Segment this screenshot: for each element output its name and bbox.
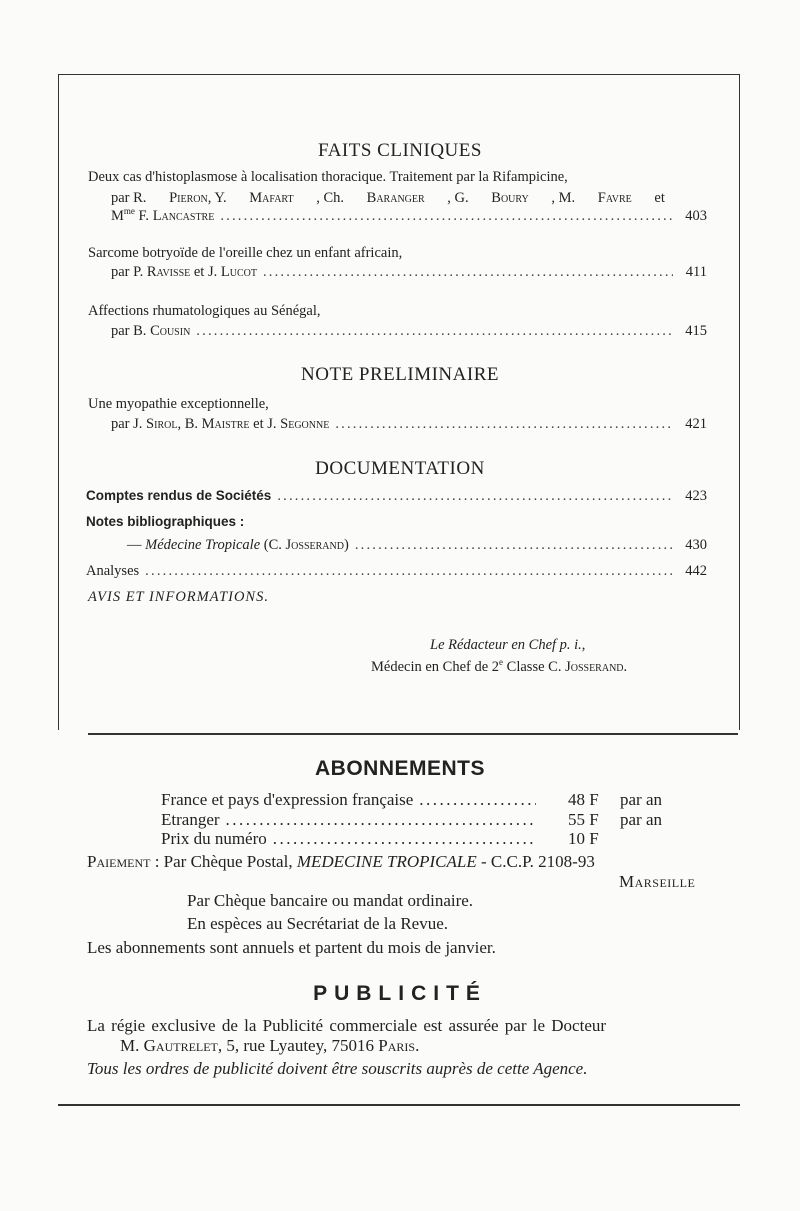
entry-myopathie-row bbox=[111, 416, 707, 433]
leader-dots bbox=[145, 563, 673, 580]
par-text: par R. bbox=[111, 190, 147, 206]
entry-histoplasmose-authors bbox=[111, 190, 665, 207]
tarif-label: Etranger bbox=[161, 810, 220, 829]
tarif-label: Prix du numéro bbox=[161, 829, 267, 848]
author: Favre bbox=[597, 190, 632, 206]
author-sep: , M. bbox=[551, 190, 576, 206]
notes-bibliographiques-label: Notes bibliographiques : bbox=[86, 514, 245, 529]
entry-sarcome-title: Sarcome botryoïde de l'oreille chez un enfant africain, bbox=[88, 245, 403, 261]
entry-analyses-row bbox=[86, 563, 707, 580]
tarif-unit: par an bbox=[620, 810, 663, 829]
comptes-label: Comptes rendus de Sociétés bbox=[86, 488, 272, 503]
paiement-label: Paiement bbox=[87, 852, 151, 871]
tarif-price: 48 F bbox=[568, 790, 599, 809]
entry-histoplasmose-title: Deux cas d'histoplasmose à localisation thoracique. Traitement par la Rifampicine, bbox=[88, 169, 568, 185]
signature-name: Médecin en Chef de 2e Classe C. Josserand. bbox=[371, 657, 628, 675]
leader-dots bbox=[226, 810, 536, 830]
leader-dots bbox=[273, 829, 536, 849]
page-number: 423 bbox=[685, 488, 707, 504]
especes-line: En espèces au Secrétariat de la Revue. bbox=[187, 914, 449, 933]
top-rule bbox=[58, 74, 740, 75]
leader-dots bbox=[419, 790, 536, 810]
avis-informations: AVIS ET INFORMATIONS. bbox=[88, 589, 269, 605]
entry-sarcome-row bbox=[111, 264, 707, 281]
page-number: 403 bbox=[685, 207, 707, 224]
entry-affections-title: Affections rhumatologiques au Sénégal, bbox=[88, 303, 321, 319]
author-sep: , G. bbox=[447, 190, 469, 206]
page-number: 415 bbox=[685, 323, 707, 339]
paiement-line: Paiement : Par Chèque Postal, MEDECINE TROPICALE - C.C.P. 2108-93 bbox=[87, 852, 595, 871]
page-number: 442 bbox=[685, 563, 707, 579]
analyses-label: Analyses bbox=[86, 563, 140, 579]
entry-affections-row bbox=[111, 323, 707, 340]
faits-cliniques-heading: FAITS CLINIQUES bbox=[318, 140, 482, 161]
marseille: Marseille bbox=[619, 872, 696, 891]
left-rule bbox=[58, 74, 59, 730]
tarif-row-etranger bbox=[161, 810, 542, 830]
documentation-heading: DOCUMENTATION bbox=[315, 458, 485, 479]
journal-name: MEDECINE TROPICALE bbox=[296, 852, 477, 871]
author: Baranger bbox=[366, 190, 425, 206]
author: Mafart bbox=[249, 190, 294, 206]
author: Boury bbox=[491, 190, 529, 206]
author-line: par J. Sirol, B. Maistre et J. Segonne bbox=[111, 416, 330, 432]
tarif-price: 55 F bbox=[568, 810, 599, 829]
signature-title: Le Rédacteur en Chef p. i., bbox=[430, 637, 586, 653]
leader-dots bbox=[263, 264, 673, 281]
leader-dots bbox=[196, 323, 673, 340]
author-line: $M^{me}$ F. Lancastre bbox=[111, 206, 215, 224]
author-line: par P. Ravisse et J. Lucot bbox=[111, 264, 257, 280]
abonnements-heading: ABONNEMENTS bbox=[314, 757, 485, 780]
leader-dots bbox=[355, 537, 673, 554]
leader-dots bbox=[335, 416, 673, 433]
leader-dots bbox=[277, 488, 673, 505]
bottom-rule bbox=[58, 1104, 740, 1106]
publicite-line-2: M. Gautrelet, 5, rue Lyautey, 75016 Paris. bbox=[120, 1036, 420, 1055]
entry-comptes-row bbox=[86, 488, 707, 505]
tarif-label: France et pays d'expression française bbox=[161, 790, 414, 809]
author-line: par B. Cousin bbox=[111, 323, 191, 339]
annuels-line: Les abonnements sont annuels et partent du mois de janvier. bbox=[87, 938, 496, 957]
publicite-line-1: La régie exclusive de la Publicité commerciale est assurée par le Docteur bbox=[87, 1016, 607, 1035]
author-sep: , Ch. bbox=[316, 190, 345, 206]
leader-dots bbox=[220, 208, 673, 225]
right-rule bbox=[739, 74, 740, 730]
tarif-row-france bbox=[161, 790, 542, 810]
entry-medecine-row bbox=[127, 537, 707, 554]
note-preliminaire-heading: NOTE PRELIMINAIRE bbox=[301, 364, 499, 385]
author-sep: et bbox=[654, 190, 665, 206]
page-number: 421 bbox=[685, 416, 707, 432]
entry-myopathie-title: Une myopathie exceptionnelle, bbox=[88, 396, 269, 412]
publicite-line-3: Tous les ordres de publicité doivent être souscrits auprès de cette Agence. bbox=[87, 1059, 588, 1078]
page-number: 411 bbox=[685, 264, 707, 280]
page-number: 430 bbox=[685, 537, 707, 553]
tarif-price: 10 F bbox=[568, 829, 599, 848]
tarif-unit: par an bbox=[620, 790, 663, 809]
medecine-label: — Médecine Tropicale (C. Josserand) bbox=[127, 537, 349, 553]
author: Pieron, Y. bbox=[169, 190, 227, 206]
tarif-row-numero bbox=[161, 829, 542, 849]
separator-rule bbox=[88, 733, 738, 735]
publicite-heading: PUBLICITÉ bbox=[313, 982, 487, 1005]
cheque-line: Par Chèque bancaire ou mandat ordinaire. bbox=[187, 891, 474, 910]
entry-histoplasmose-row bbox=[111, 206, 707, 225]
